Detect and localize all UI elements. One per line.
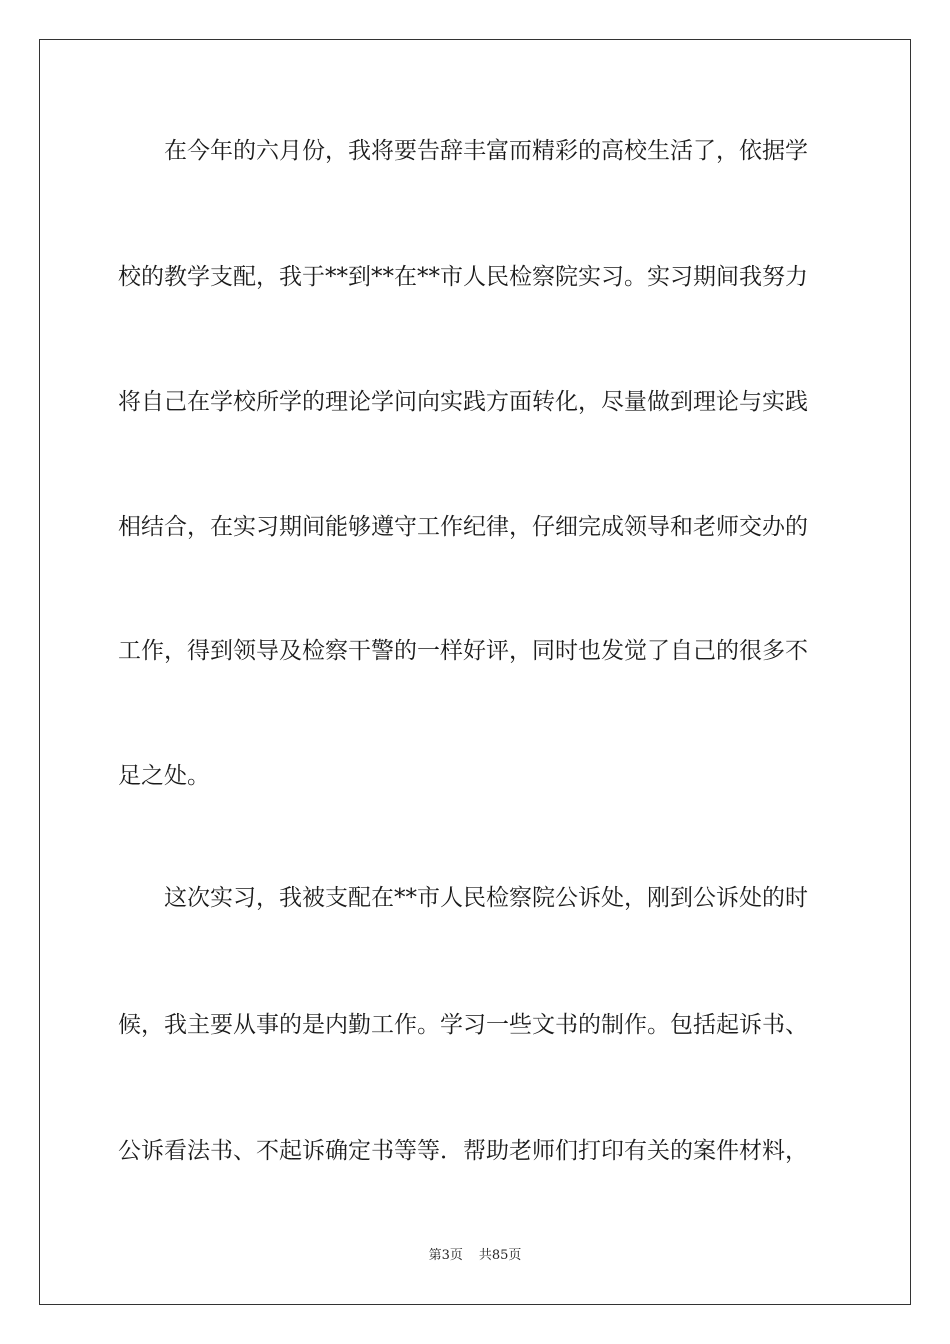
page-footer [0,1247,950,1265]
total-pages: 共85页 [478,1248,522,1263]
page-border [39,39,911,1305]
paragraph-1-line-1: 在今年的六月份，我将要告辞丰富而精彩的高校生活了，依据学 [164,138,808,164]
paragraph-2-line-1: 这次实习，我被支配在**市人民检察院公诉处，刚到公诉处的时 [164,885,808,911]
paragraph-2-line-2: 候，我主要从事的是内勤工作。学习一些文书的制作。包括起诉书、 [118,1012,808,1038]
paragraph-1-line-4: 相结合，在实习期间能够遵守工作纪律，仔细完成领导和老师交办的 [118,514,808,540]
paragraph-2-line-3: 公诉看法书、不起诉确定书等等．帮助老师们打印有关的案件材料， [118,1138,808,1164]
paragraph-1-line-3: 将自己在学校所学的理论学问向实践方面转化，尽量做到理论与实践 [118,389,808,415]
paragraph-1-line-6: 足之处。 [118,763,210,789]
paragraph-1-line-2: 校的教学支配，我于**到**在**市人民检察院实习。实习期间我努力 [118,264,808,290]
page-number: 第3页 [428,1248,463,1263]
paragraph-1-line-5: 工作，得到领导及检察干警的一样好评，同时也发觉了自己的很多不 [118,638,808,664]
